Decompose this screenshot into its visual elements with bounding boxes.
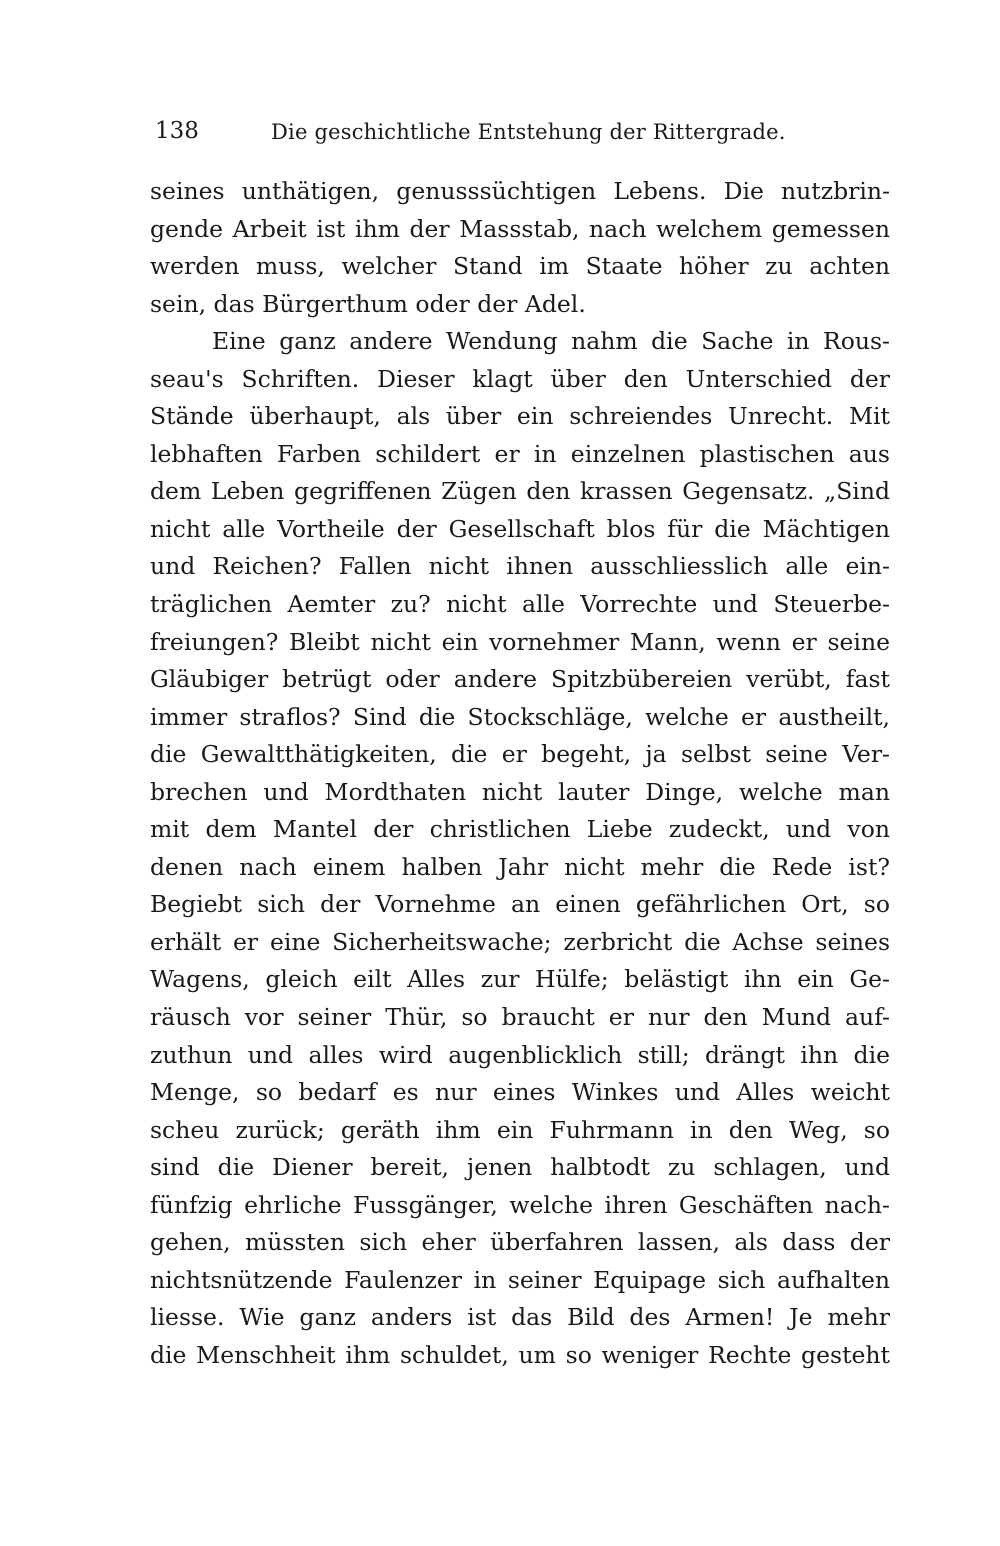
text-line: denen nach einem halben Jahr nicht mehr die Rede ist? bbox=[150, 852, 890, 881]
text-line bbox=[150, 1487, 890, 1525]
text-line: zuthun und alles wird augenblicklich still; drängt ihn die bbox=[150, 1040, 890, 1069]
text-line: fünfzig ehrliche Fussgänger, welche ihren Geschäften nach- bbox=[150, 1190, 890, 1219]
text-line: seines unthätigen, genusssüchtigen Lebens. Die nutzbrin- bbox=[150, 177, 890, 205]
text-line: scheu zurück; geräth ihm ein Fuhrmann in den Weg, so bbox=[150, 1115, 890, 1144]
running-head: Die geschichtliche Entstehung der Rittergrade. bbox=[271, 120, 786, 144]
text-line: träglichen Aemter zu? nicht alle Vorrechte und Steuerbe- bbox=[150, 590, 890, 619]
text-line: gende Arbeit ist ihm der Massstab, nach welchem gemessen bbox=[150, 214, 890, 243]
text-line: nichtsnützende Faulenzer in seiner Equipage sich aufhalten bbox=[150, 1265, 890, 1294]
text-line: Stände überhaupt, als über ein schreiendes Unrecht. Mit bbox=[150, 402, 890, 431]
text-line: Wagens, gleich eilt Alles zur Hülfe; belästigt ihn ein Ge- bbox=[150, 965, 890, 994]
text-line: die Menschheit ihm schuldet, um so weniger Rechte gesteht bbox=[150, 1340, 890, 1369]
text-line: nicht alle Vortheile der Gesellschaft blos für die Mächtigen bbox=[150, 514, 890, 543]
text-line: die Gewaltthätigkeiten, die er begeht, ja selbst seine Ver- bbox=[150, 740, 890, 769]
text-line: immer straflos? Sind die Stockschläge, welche er austheilt, bbox=[150, 702, 890, 731]
text-line: und Reichen? Fallen nicht ihnen ausschliesslich alle ein- bbox=[150, 552, 890, 581]
paragraph bbox=[150, 173, 890, 323]
text-line: werden muss, welcher Stand im Staate höher zu achten bbox=[150, 252, 890, 281]
page-number: 138 bbox=[155, 118, 199, 144]
text-line bbox=[150, 1375, 890, 1413]
text-line: Menge, so bedarf es nur eines Winkes und Alles weicht bbox=[150, 1078, 890, 1107]
text-line: freiungen? Bleibt nicht ein vornehmer Mann, wenn er seine bbox=[150, 627, 890, 656]
text-line: gehen, müssten sich eher überfahren lassen, als dass der bbox=[150, 1228, 890, 1257]
page-header bbox=[150, 118, 890, 148]
text-line: seau's Schriften. Dieser klagt über den Unterschied der bbox=[150, 364, 890, 393]
text-line: sein, das Bürgerthum oder der Adel. bbox=[150, 289, 586, 318]
text-line: räusch vor seiner Thür, so braucht er nur den Mund auf- bbox=[150, 1003, 890, 1032]
text-line: dem Leben gegriffenen Zügen den krassen Gegensatz. „Sind bbox=[150, 477, 890, 506]
text-line: brechen und Mordthaten nicht lauter Dinge, welche man bbox=[150, 777, 890, 806]
body-text bbox=[150, 173, 890, 1525]
text-line: Eine ganz andere Wendung nahm die Sache in Rous- bbox=[212, 327, 890, 356]
text-line: erhält er eine Sicherheitswache; zerbricht die Achse seines bbox=[150, 927, 890, 956]
text-line: mit dem Mantel der christlichen Liebe zudeckt, und von bbox=[150, 815, 890, 844]
text-line bbox=[150, 1412, 890, 1450]
text-line: liesse. Wie ganz anders ist das Bild des Armen! Je mehr bbox=[150, 1303, 890, 1332]
text-line: sind die Diener bereit, jenen halbtodt zu schlagen, und bbox=[150, 1153, 890, 1182]
text-line: Gläubiger betrügt oder andere Spitzbübereien verübt, fast bbox=[150, 665, 890, 694]
text-line bbox=[150, 1450, 890, 1488]
text-line: lebhaften Farben schildert er in einzelnen plastischen aus bbox=[150, 439, 890, 468]
paragraph bbox=[150, 323, 890, 1525]
text-line: Begiebt sich der Vornehme an einen gefährlichen Ort, so bbox=[150, 890, 890, 919]
